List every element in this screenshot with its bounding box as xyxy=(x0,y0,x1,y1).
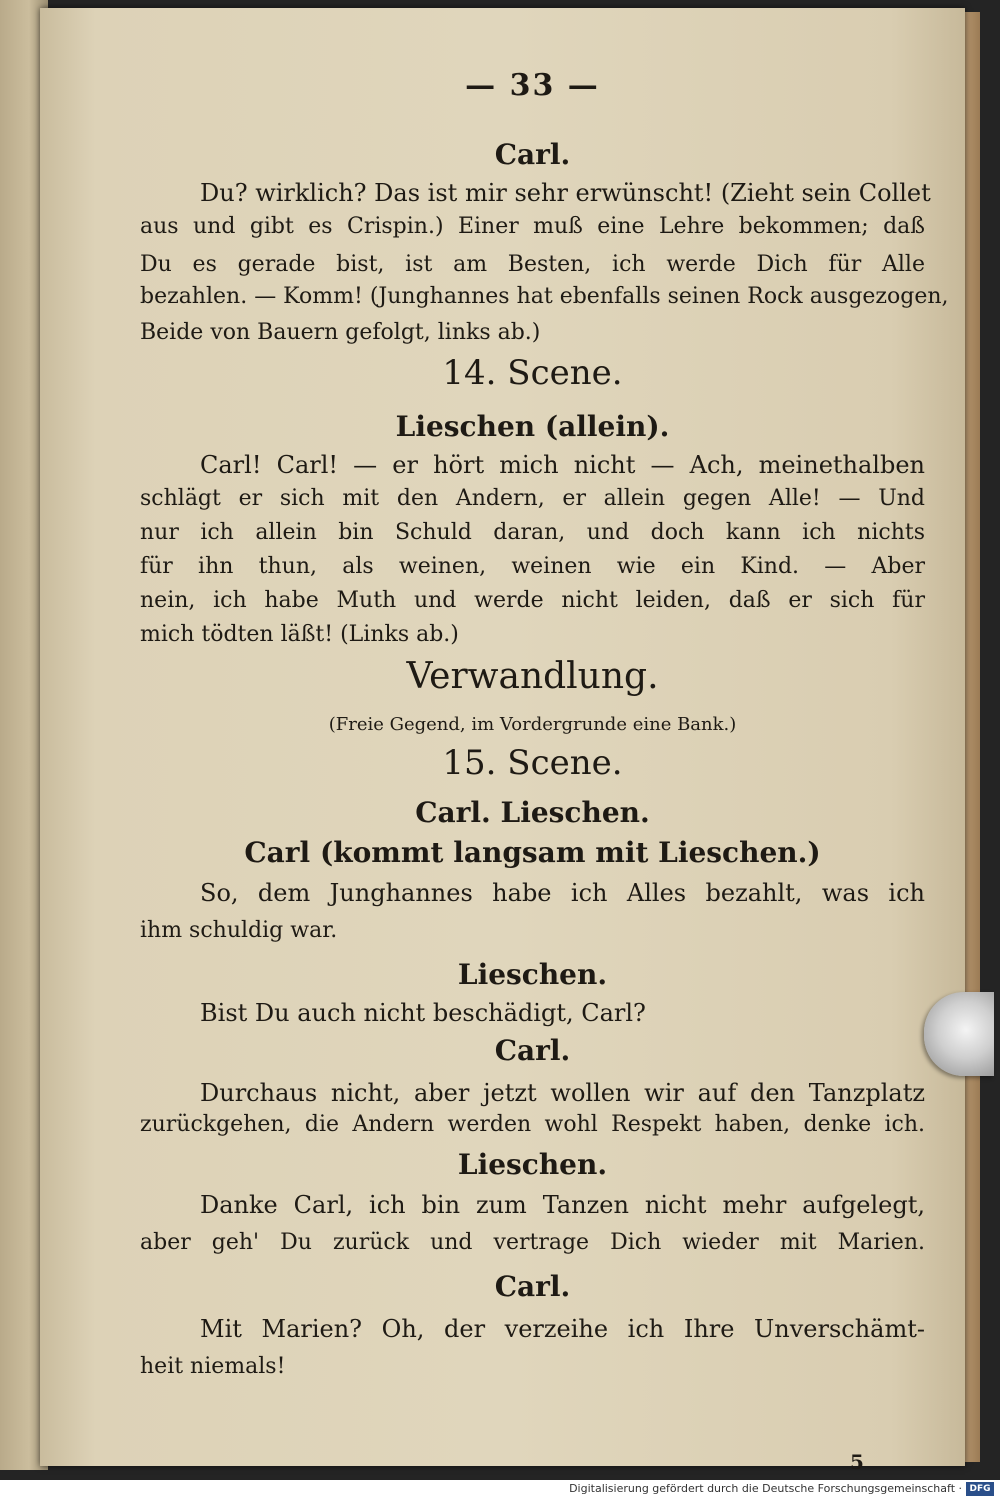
text-line: Du es gerade bist, ist am Besten, ich werde Dich für Alle xyxy=(140,252,925,277)
text-line: mich tödten läßt! (Links ab.) xyxy=(140,622,459,647)
text-line: So, dem Junghannes habe ich Alles bezahlt, was ich xyxy=(200,879,925,907)
text-line: aber geh' Du zurück und vertrage Dich wieder mit Marien. xyxy=(140,1230,925,1255)
text-line: Beide von Bauern gefolgt, links ab.) xyxy=(140,320,541,345)
book-page xyxy=(40,8,965,1474)
footer-bar xyxy=(0,1480,1000,1500)
text-line: ihm schuldig war. xyxy=(140,918,338,943)
text-line: Carl! Carl! — er hört mich nicht — Ach, meinethalben xyxy=(200,451,925,479)
signature-mark: 5 xyxy=(850,1450,864,1474)
text-line: nein, ich habe Muth und werde nicht leiden, daß er sich für xyxy=(140,588,925,613)
paper-clip xyxy=(924,992,994,1076)
text-line: Verwandlung. xyxy=(406,656,659,697)
text-line: heit niemals! xyxy=(140,1354,286,1379)
text-line: Mit Marien? Oh, der verzeihe ich Ihre Unverschämt- xyxy=(200,1315,925,1343)
text-line: Carl (kommt langsam mit Lieschen.) xyxy=(244,836,821,869)
text-line: schlägt er sich mit den Andern, er allein gegen Alle! — Und xyxy=(140,486,925,511)
text-line: bezahlen. — Komm! (Junghannes hat ebenfalls seinen Rock ausgezogen, xyxy=(140,284,949,309)
dfg-logo: DFG xyxy=(966,1482,994,1496)
text-line: Lieschen (allein). xyxy=(395,410,670,443)
text-line: nur ich allein bin Schuld daran, und doch kann ich nichts xyxy=(140,520,925,545)
text-line: Danke Carl, ich bin zum Tanzen nicht mehr aufgelegt, xyxy=(200,1191,925,1219)
text-line: aus und gibt es Crispin.) Einer muß eine Lehre bekommen; daß xyxy=(140,214,925,239)
text-line: Du? wirklich? Das ist mir sehr erwünscht! (Zieht sein Collet xyxy=(200,179,931,207)
text-line: Durchaus nicht, aber jetzt wollen wir auf den Tanzplatz xyxy=(200,1079,925,1107)
text-line: 14. Scene. xyxy=(442,353,623,393)
page-number: — 33 — xyxy=(465,68,600,103)
text-line: für ihn thun, als weinen, weinen wie ein Kind. — Aber xyxy=(140,554,925,579)
footer-credit: Digitalisierung gefördert durch die Deutsche Forschungsgemeinschaft · xyxy=(569,1482,962,1495)
text-line: (Freie Gegend, im Vordergrunde eine Bank.) xyxy=(328,714,737,735)
text-line: Lieschen. xyxy=(457,1148,608,1181)
text-line: 15. Scene. xyxy=(442,743,623,783)
text-line: Carl. xyxy=(494,1270,571,1303)
text-line: Carl. xyxy=(494,138,571,171)
text-line: zurückgehen, die Andern werden wohl Respekt haben, denke ich. xyxy=(140,1112,925,1137)
text-line: Bist Du auch nicht beschädigt, Carl? xyxy=(200,999,646,1027)
text-line: Carl. xyxy=(494,1034,571,1067)
text-line: Carl. Lieschen. xyxy=(415,796,650,829)
text-line: Lieschen. xyxy=(457,958,608,991)
